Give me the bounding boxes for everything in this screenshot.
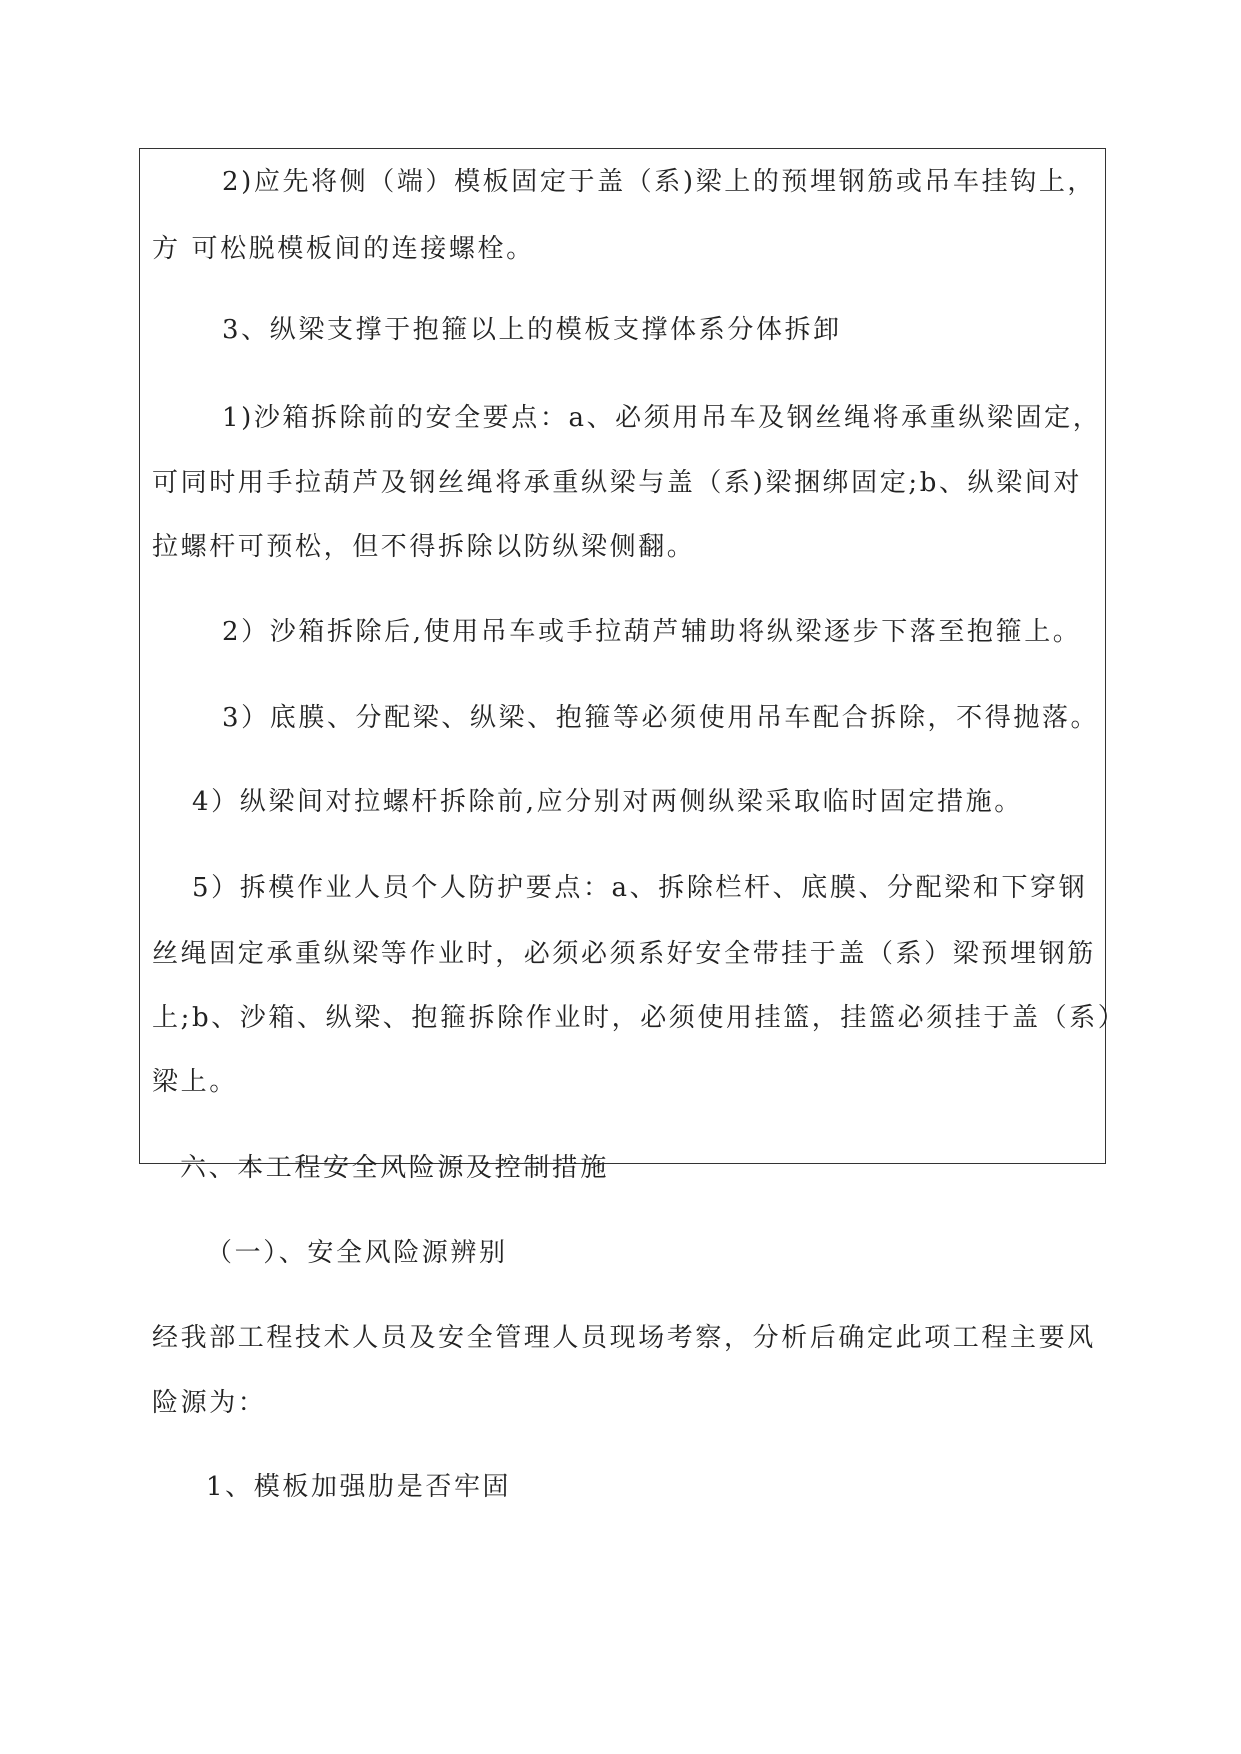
subsection-heading-1: （一）、安全风险源辨别 xyxy=(206,1238,508,1268)
text-line-3: 3、纵梁支撑于抱箍以上的模板支撑体系分体拆卸 xyxy=(222,315,842,345)
text-line-6: 拉螺杆可预松，但不得拆除以防纵梁侧翻。 xyxy=(152,532,696,562)
text-line-7: 2）沙箱拆除后,使用吊车或手拉葫芦辅助将纵梁逐步下落至抱箍上。 xyxy=(222,617,1082,647)
text-line-5: 可同时用手拉葫芦及钢丝绳将承重纵梁与盖（系)梁捆绑固定;b、纵梁间对 xyxy=(152,468,1082,498)
text-line-1: 2)应先将侧（端）模板固定于盖（系)梁上的预埋钢筋或吊车挂钩上， xyxy=(222,167,1097,197)
text-line-12: 上;b、沙箱、纵梁、抱箍拆除作业时，必须使用挂篮，挂篮必须挂于盖（系） xyxy=(152,1003,1127,1033)
text-line-4: 1)沙箱拆除前的安全要点：a、必须用吊车及钢丝绳将承重纵梁固定， xyxy=(222,403,1102,433)
section-heading-6: 六、本工程安全风险源及控制措施 xyxy=(180,1153,610,1183)
text-line-8: 3）底膜、分配梁、纵梁、抱箍等必须使用吊车配合拆除，不得抛落。 xyxy=(222,703,1100,733)
text-line-9: 4）纵梁间对拉螺杆拆除前,应分别对两侧纵梁采取临时固定措施。 xyxy=(192,787,1023,817)
text-line-17: 险源为： xyxy=(152,1388,267,1418)
text-line-11: 丝绳固定承重纵梁等作业时，必须必须系好安全带挂于盖（系）梁预埋钢筋 xyxy=(152,939,1096,969)
text-line-2: 方 可松脱模板间的连接螺栓。 xyxy=(152,234,535,264)
text-line-10: 5）拆模作业人员个人防护要点：a、拆除栏杆、底膜、分配梁和下穿钢 xyxy=(192,873,1088,903)
text-line-13: 梁上。 xyxy=(152,1067,238,1097)
list-item-1: 1、模板加强肋是否牢固 xyxy=(206,1472,512,1502)
text-line-16: 经我部工程技术人员及安全管理人员现场考察，分析后确定此项工程主要风 xyxy=(152,1323,1096,1353)
